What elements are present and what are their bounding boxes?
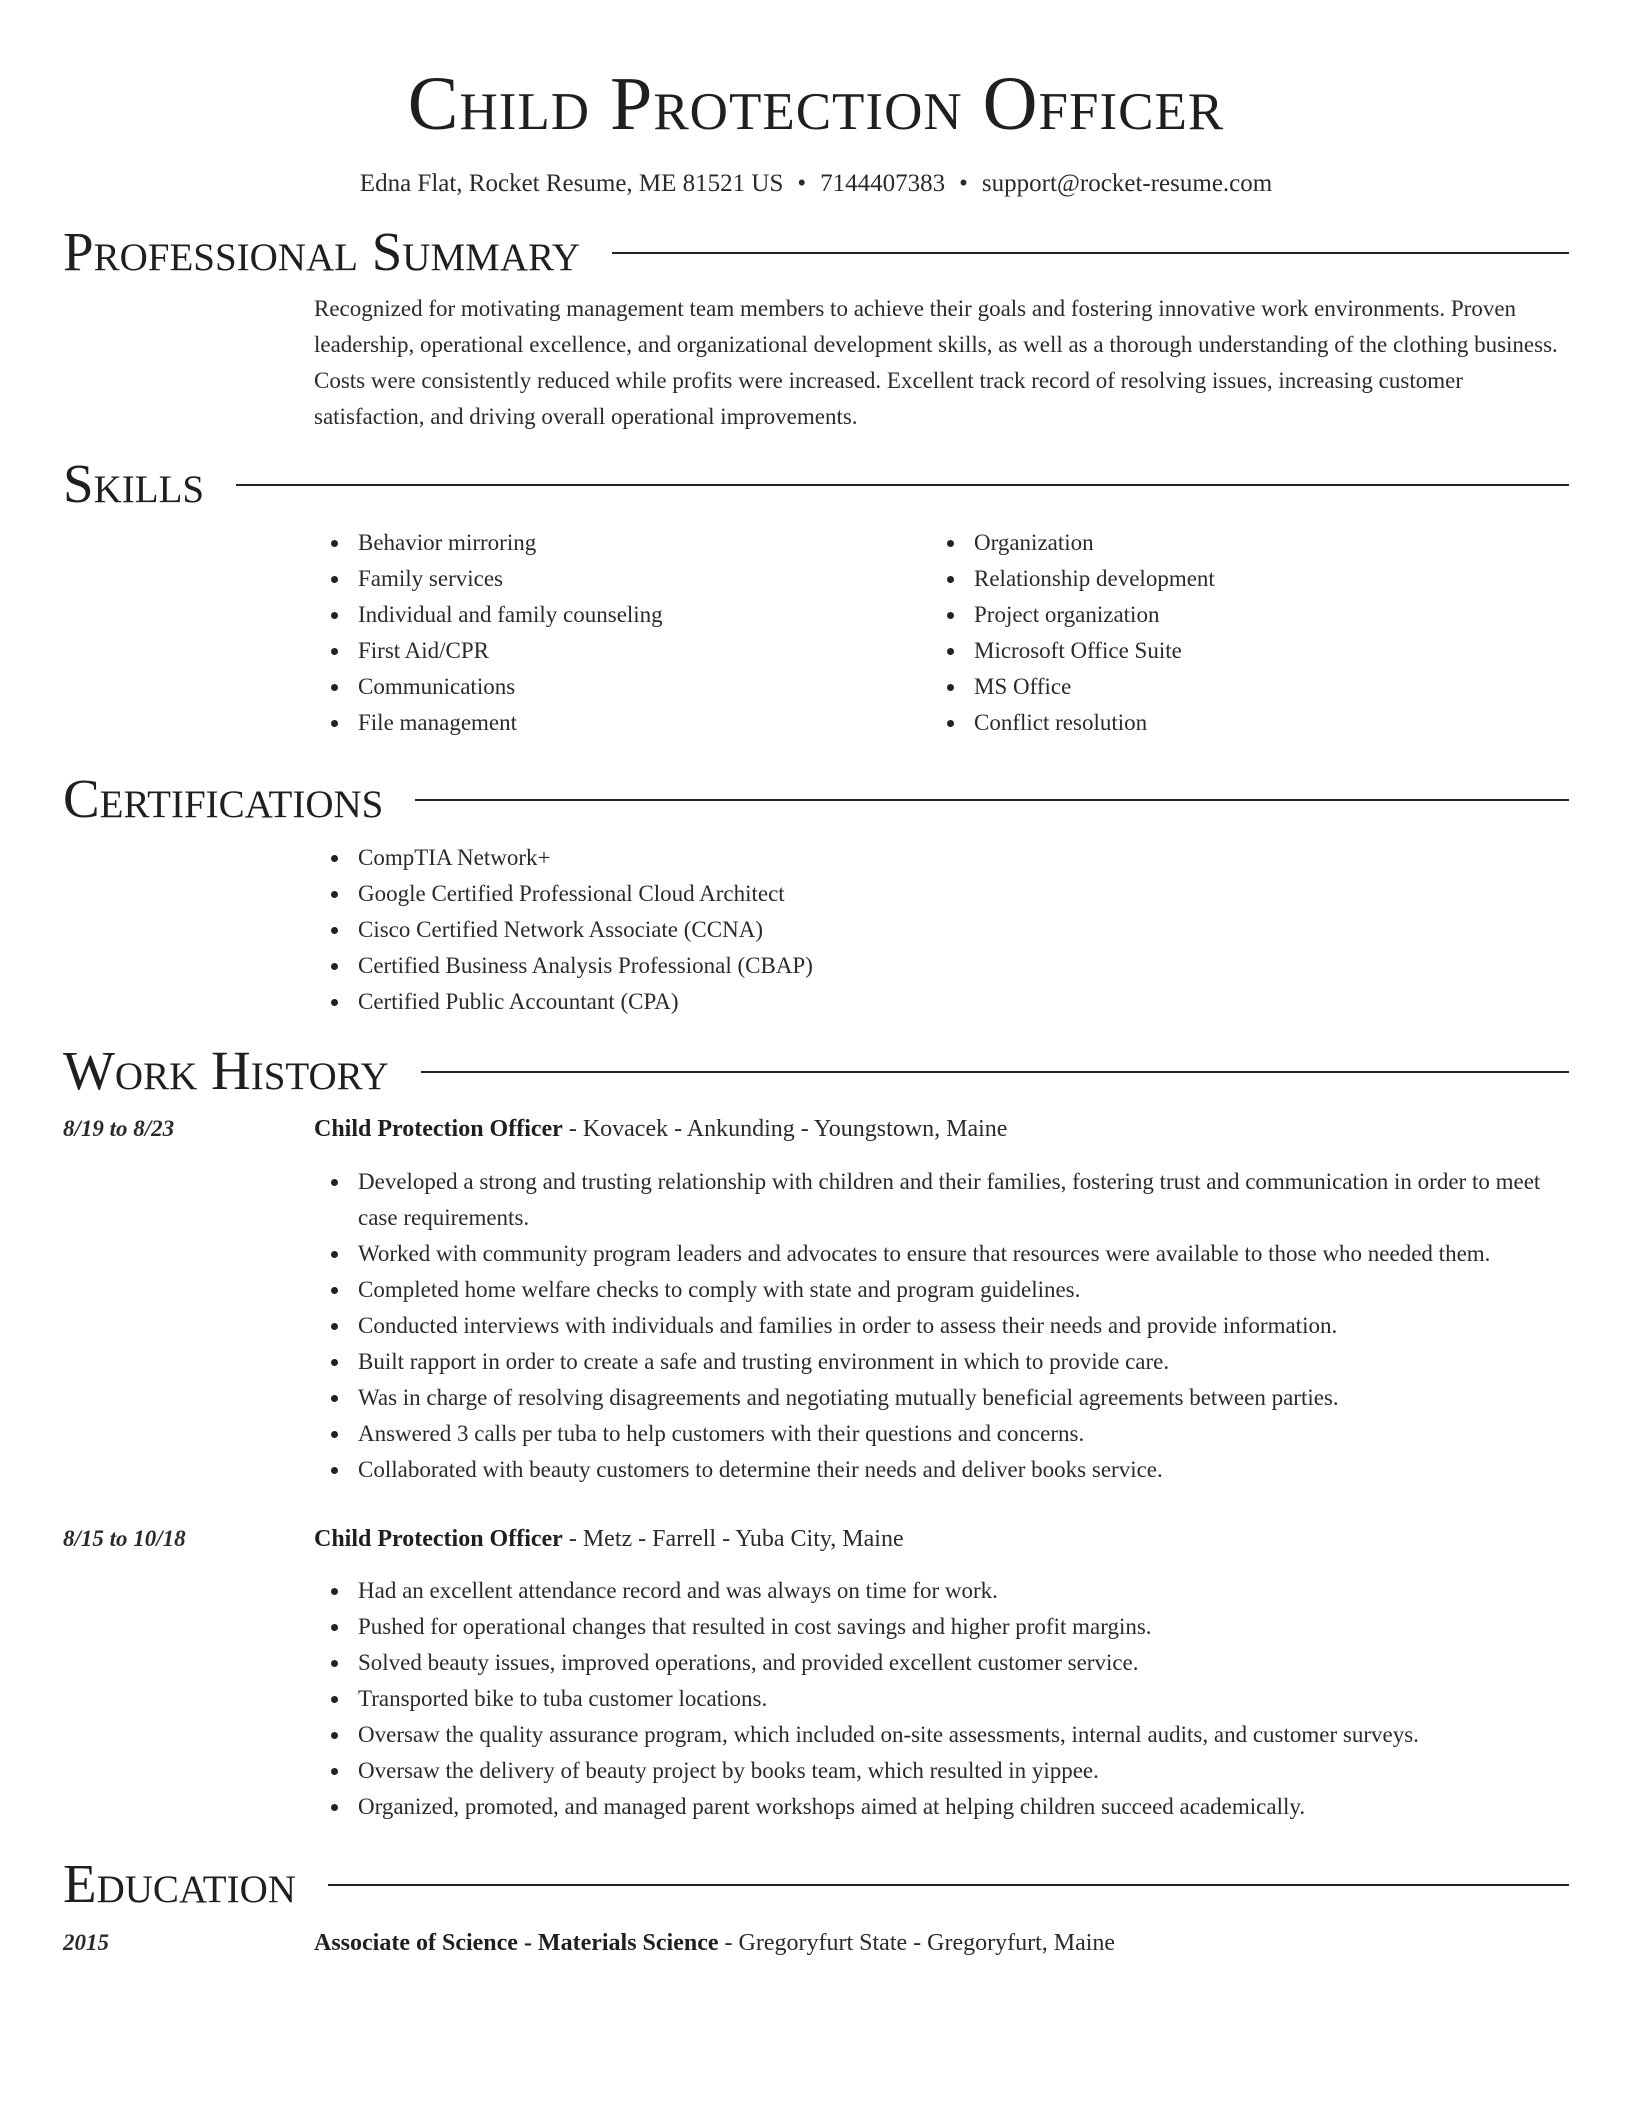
job-duty-item: Was in charge of resolving disagreements and negotiating mutually beneficial agreements between parties. [314, 1380, 1569, 1416]
section-divider [612, 252, 1569, 254]
section-divider [236, 484, 1569, 486]
certification-item: Cisco Certified Network Associate (CCNA) [314, 912, 1569, 948]
job-duty-item: Solved beauty issues, improved operations, and provided excellent customer service. [314, 1645, 1569, 1681]
job-duty-item: Pushed for operational changes that resulted in cost savings and higher profit margins. [314, 1609, 1569, 1645]
skills-title: Skills [63, 453, 205, 514]
certifications-header [63, 768, 1569, 830]
contact-separator: • [959, 170, 968, 197]
job-duty-item: Transported bike to tuba customer locations. [314, 1681, 1569, 1717]
job-duty-item: Completed home welfare checks to comply with state and program guidelines. [314, 1272, 1569, 1308]
job-duty-item: Built rapport in order to create a safe and trusting environment in which to provide care. [314, 1344, 1569, 1380]
job-duties [314, 1164, 1569, 1488]
summary-header [63, 221, 1569, 283]
education-school-location: - Gregoryfurt State - Gregoryfurt, Maine [718, 1930, 1116, 1956]
skills-header [63, 453, 1569, 515]
section-divider [328, 1884, 1569, 1886]
job-header [63, 1521, 1569, 1557]
job-entry [63, 1111, 1569, 1488]
work-history-title: Work History [63, 1040, 389, 1101]
work-history-header [63, 1040, 1569, 1102]
summary-body [314, 291, 1569, 435]
summary-title: Professional Summary [63, 221, 581, 282]
certifications-body [314, 840, 1569, 1020]
contact-line [63, 169, 1569, 199]
skill-item: Microsoft Office Suite [930, 633, 1546, 669]
job-dates: 8/15 to 10/18 [63, 1526, 186, 1551]
job-employer-location: - Metz - Farrell - Yuba City, Maine [562, 1526, 904, 1552]
skill-item: File management [314, 705, 930, 741]
certifications-title: Certifications [63, 768, 384, 829]
skill-item: Relationship development [930, 561, 1546, 597]
contact-separator: • [797, 170, 807, 197]
contact-phone: 7144407383 [820, 170, 946, 197]
job-duty-item: Worked with community program leaders and advocates to ensure that resources were available to those who needed them. [314, 1236, 1569, 1272]
skill-item: Organization [930, 525, 1546, 561]
skill-item: Project organization [930, 597, 1546, 633]
job-duty-item: Developed a strong and trusting relationship with children and their families, fostering trust and communication in order to meet case requirements. [314, 1164, 1569, 1236]
job-position: Child Protection Officer [314, 1116, 563, 1142]
section-divider [421, 1071, 1569, 1073]
job-duty-item: Answered 3 calls per tuba to help customers with their questions and concerns. [314, 1416, 1569, 1452]
education-line [314, 1925, 1115, 1961]
job-duty-item: Oversaw the quality assurance program, which included on-site assessments, internal audits, and customer surveys. [314, 1717, 1569, 1753]
skill-item: Behavior mirroring [314, 525, 930, 561]
job-duty-item: Conducted interviews with individuals and families in order to assess their needs and provide information. [314, 1308, 1569, 1344]
job-duties-list [314, 1573, 1569, 1825]
job-duties [314, 1573, 1569, 1825]
job-duty-item: Collaborated with beauty customers to determine their needs and deliver books service. [314, 1452, 1569, 1488]
skill-item: Conflict resolution [930, 705, 1546, 741]
job-entry [63, 1521, 1569, 1825]
skills-column-right [930, 525, 1546, 741]
skill-item: Family services [314, 561, 930, 597]
education-header [63, 1853, 1569, 1915]
resume-name: Child Protection Officer [407, 62, 1225, 146]
job-header [63, 1111, 1569, 1147]
job-duties-list [314, 1164, 1569, 1488]
skills-list-left [314, 525, 930, 741]
certification-item: CompTIA Network+ [314, 840, 1569, 876]
job-title-line [314, 1111, 1007, 1147]
skills-column-left [314, 525, 930, 741]
certification-item: Google Certified Professional Cloud Architect [314, 876, 1569, 912]
skills-list-right [930, 525, 1546, 741]
education-degree: Associate of Science - Materials Science [314, 1930, 719, 1956]
job-title-line [314, 1521, 904, 1557]
skills-columns [314, 525, 1569, 741]
job-duty-item: Organized, promoted, and managed parent workshops aimed at helping children succeed academically. [314, 1789, 1569, 1825]
contact-email: support@rocket-resume.com [981, 170, 1273, 197]
education-row [63, 1925, 1569, 1961]
contact-address: Edna Flat, Rocket Resume, ME 81521 US [359, 170, 784, 197]
job-duty-item: Oversaw the delivery of beauty project by books team, which resulted in yippee. [314, 1753, 1569, 1789]
education-year: 2015 [63, 1930, 109, 1955]
skill-item: Communications [314, 669, 930, 705]
certification-item: Certified Public Accountant (CPA) [314, 984, 1569, 1020]
job-dates: 8/19 to 8/23 [63, 1116, 175, 1141]
skill-item: First Aid/CPR [314, 633, 930, 669]
section-divider [415, 799, 1569, 801]
skill-item: Individual and family counseling [314, 597, 930, 633]
job-duty-item: Had an excellent attendance record and was always on time for work. [314, 1573, 1569, 1609]
certification-item: Certified Business Analysis Professional (CBAP) [314, 948, 1569, 984]
summary-text: Recognized for motivating management team members to achieve their goals and fostering innovative work environments. Proven leadership, operational excellence, and organizational development skills, as well as a thorough understanding of the clothing business. Costs were consistently reduced while profits were increased. Excellent track record of resolving issues, increasing customer satisfaction, and driving overall operational improvements. [314, 296, 1558, 429]
certifications-list [314, 840, 1569, 1020]
skill-item: MS Office [930, 669, 1546, 705]
job-employer-location: - Kovacek - Ankunding - Youngstown, Maine [562, 1116, 1008, 1142]
education-title: Education [63, 1853, 296, 1914]
education-entry [63, 1925, 1569, 1961]
job-position: Child Protection Officer [314, 1526, 563, 1552]
